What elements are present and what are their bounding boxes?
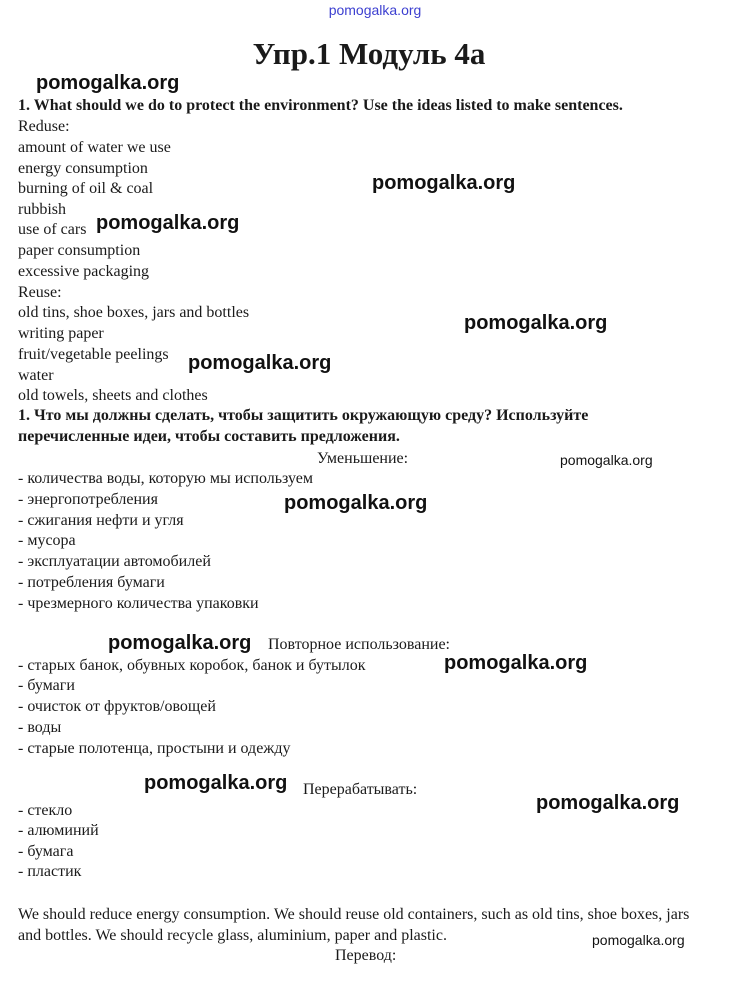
reduce-item-en: excessive packaging bbox=[18, 263, 150, 280]
site-watermark: pomogalka.org bbox=[372, 172, 516, 194]
page-title: Упр.1 Модуль 4а bbox=[252, 36, 486, 71]
reuse-item-ru: - бумаги bbox=[18, 677, 75, 694]
reuse-item-ru: - старых банок, обувных коробок, банок и бутылок bbox=[18, 657, 366, 674]
reduce-item-ru: - чрезмерного количества упаковки bbox=[18, 595, 259, 612]
site-watermark: pomogalka.org bbox=[560, 452, 653, 468]
reuse-item-en: fruit/vegetable peelings bbox=[18, 346, 169, 363]
reduce-item-en: amount of water we use bbox=[18, 139, 171, 156]
recycle-heading-ru: Перерабатывать: bbox=[303, 781, 418, 798]
reduce-heading-en: Reduse: bbox=[18, 118, 70, 135]
reduce-item-ru: - мусора bbox=[18, 532, 76, 549]
english-task: 1. What should we do to protect the environment? Use the ideas listed to make sentences. bbox=[18, 97, 623, 114]
site-watermark: pomogalka.org bbox=[96, 212, 240, 234]
site-watermark: pomogalka.org bbox=[108, 632, 252, 654]
reuse-item-en: old towels, sheets and clothes bbox=[18, 387, 208, 404]
reuse-item-ru: - старые полотенца, простыни и одежду bbox=[18, 740, 291, 757]
site-watermark: pomogalka.org bbox=[592, 932, 685, 948]
recycle-item-ru: - бумага bbox=[18, 843, 74, 860]
translation-heading: Перевод: bbox=[335, 947, 397, 964]
reuse-item-en: old tins, shoe boxes, jars and bottles bbox=[18, 304, 250, 321]
site-watermark: pomogalka.org bbox=[536, 792, 680, 814]
reduce-item-ru: - эксплуатации автомобилей bbox=[18, 553, 211, 570]
reuse-heading-en: Reuse: bbox=[18, 284, 62, 301]
recycle-item-ru: - пластик bbox=[18, 863, 82, 880]
site-watermark: pomogalka.org bbox=[444, 652, 588, 674]
recycle-item-ru: - алюминий bbox=[18, 822, 99, 839]
reduce-item-en: burning of oil & coal bbox=[18, 180, 154, 197]
reduce-item-en: paper consumption bbox=[18, 242, 141, 259]
reduce-item-ru: - сжигания нефти и угля bbox=[18, 512, 184, 529]
site-watermark: pomogalka.org bbox=[284, 492, 428, 514]
recycle-item-ru: - стекло bbox=[18, 802, 73, 819]
reduce-item-en: rubbish bbox=[18, 201, 66, 218]
russian-task-line-1: 1. Что мы должны сделать, чтобы защитить окружающую среду? Используйте bbox=[18, 407, 589, 424]
reduce-item-ru: - количества воды, которую мы используем bbox=[18, 470, 314, 487]
reduce-item-ru: - потребления бумаги bbox=[18, 574, 165, 591]
site-watermark: pomogalka.org bbox=[188, 352, 332, 374]
reuse-item-ru: - воды bbox=[18, 719, 62, 736]
site-watermark-top: pomogalka.org bbox=[328, 2, 422, 18]
reuse-item-ru: - очисток от фруктов/овощей bbox=[18, 698, 216, 715]
russian-task-line-2: перечисленные идеи, чтобы составить предложения. bbox=[18, 428, 400, 445]
site-watermark: pomogalka.org bbox=[464, 312, 608, 334]
site-watermark: pomogalka.org bbox=[36, 72, 180, 94]
answer-paragraph: We should reduce energy consumption. We should reuse old containers, such as old tins, shoe boxes, jars and bottles. We should recycle glass, aluminium, paper and plastic. bbox=[18, 906, 690, 944]
site-watermark: pomogalka.org bbox=[144, 772, 288, 794]
reduce-item-en: use of cars bbox=[18, 221, 87, 238]
reduce-heading-ru: Уменьшение: bbox=[317, 450, 409, 467]
reuse-item-en: writing paper bbox=[18, 325, 104, 342]
reuse-heading-ru: Повторное использование: bbox=[268, 636, 450, 653]
reuse-item-en: water bbox=[18, 367, 54, 384]
reduce-item-en: energy consumption bbox=[18, 160, 148, 177]
reduce-item-ru: - энергопотребления bbox=[18, 491, 158, 508]
